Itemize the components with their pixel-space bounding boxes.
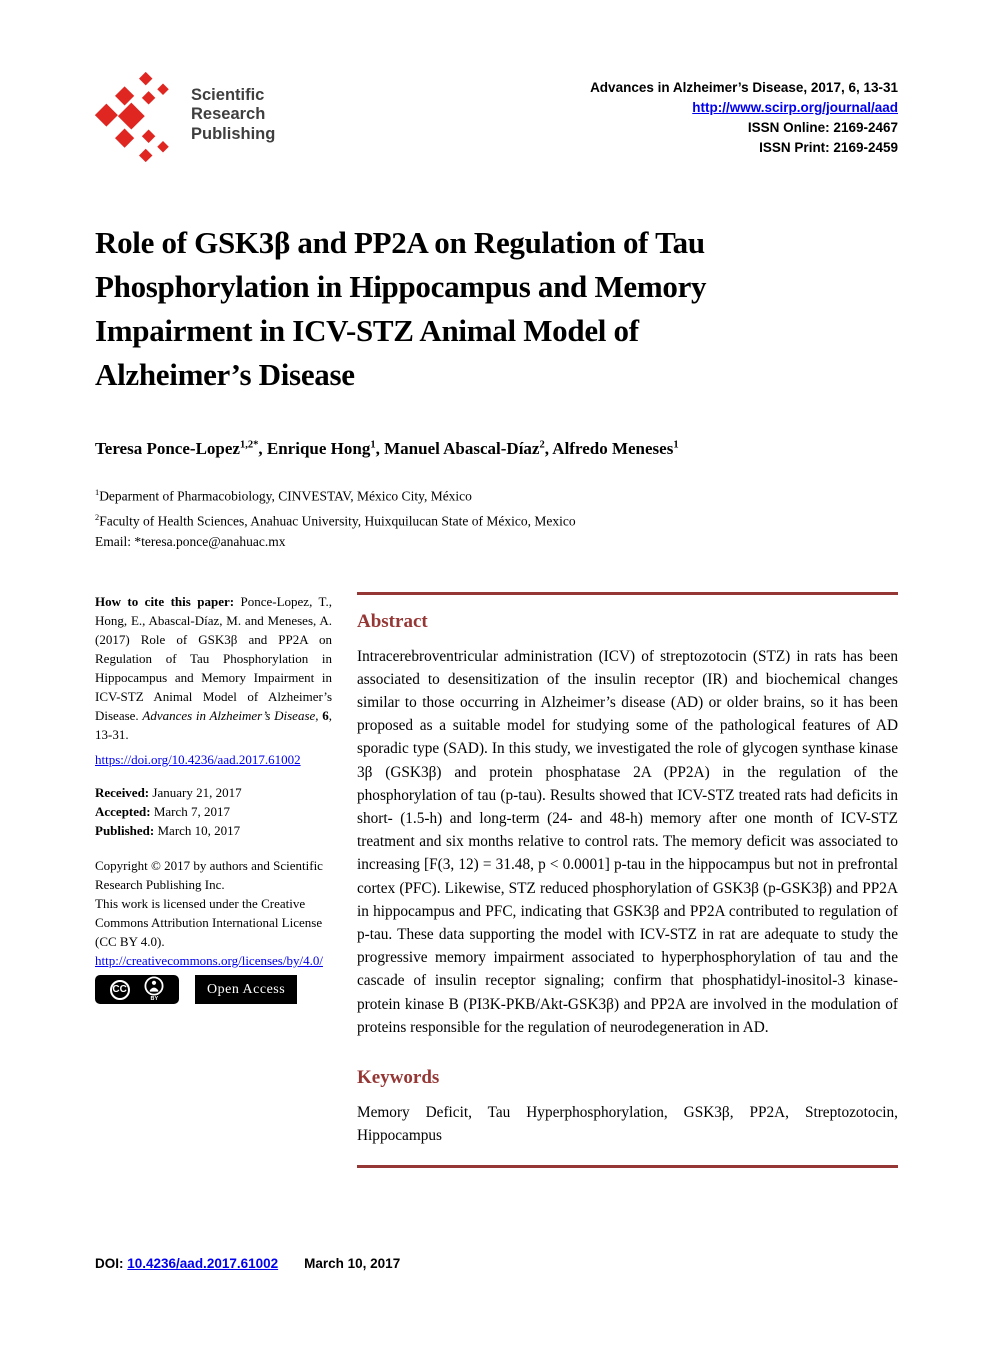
title-line-3: Impairment in ICV-STZ Animal Model of bbox=[95, 313, 639, 348]
accepted-value: March 7, 2017 bbox=[153, 804, 231, 819]
author-1: Teresa Ponce-Lopez bbox=[95, 439, 240, 458]
article-dates bbox=[95, 783, 332, 840]
abstract-text: Intracerebroventricular administration (ICV) of streptozotocin (STZ) in rats has been associated to desensitization of the insulin receptor (IR) and biochemical changes similar to those occurring in Alzheimer’s disease (AD) or older brains, so it has been proposed as a suitable model for studying some of the pathological features of AD sporadic type (SAD). In this study, we investigated the role of glycogen synthase kinase 3β (GSK3β) and protein phosphatase 2A (PP2A) in the regulation of the phosphorylation of tau (p-tau). Results showed that ICV-STZ treated rats had deficits in short- (1.5-h) and long-term (24- and 48-h) memory after one month of ICV-STZ treatment and six months relative to control rats. The memory deficit was associated to increasing [F(3, 12) = 31.48, p < 0.0001] p-tau in the hippocampus but not in prefrontal cortex (PFC). Likewise, STZ reduced phosphorylation of GSK3β (p-GSK3β) and PP2A in hippocampus and PFC, indicating that GSK3β and PP2A contributed to regulation of p-tau. These data supporting the model with ICV-STZ in rat are adequate to study the progressive memory impairment associated to hyperphosphorylation of tau and the cascade of insulin receptor signaling; confirm that phosphatidyl-inositol-3 kinase-protein kinase B (PI3K-PKB/Akt-GSK3β) and PP2A are involved in the modulation of proteins responsible for the regulation of neurodegeneration in AD. bbox=[357, 647, 898, 1036]
journal-info bbox=[590, 70, 898, 158]
affiliation-1-text: Deparment of Pharmacobiology, CINVESTAV, México City, México bbox=[99, 488, 472, 504]
citation-sep: , bbox=[315, 708, 323, 723]
author-2: , Enrique Hong bbox=[258, 439, 371, 458]
issn-online: ISSN Online: 2169-2467 bbox=[747, 120, 898, 135]
cc-icon: CC bbox=[110, 980, 130, 1000]
page-footer bbox=[95, 1256, 400, 1271]
affiliations bbox=[95, 482, 898, 552]
abstract-top-rule bbox=[357, 592, 898, 595]
author-list bbox=[95, 439, 898, 459]
publisher-name-line2: Research bbox=[191, 105, 266, 124]
citation-journal: Advances in Alzheimer’s Disease bbox=[142, 708, 316, 723]
publisher-logo bbox=[95, 70, 275, 166]
citation-doi-link[interactable]: https://doi.org/10.4236/aad.2017.61002 bbox=[95, 752, 301, 767]
by-person-icon bbox=[144, 976, 164, 1003]
cc-by-badge[interactable] bbox=[95, 975, 179, 1004]
issn-print: ISSN Print: 2169-2459 bbox=[759, 140, 898, 155]
title-line-2: Phosphorylation in Hippocampus and Memory bbox=[95, 269, 707, 304]
footer-date: March 10, 2017 bbox=[304, 1256, 401, 1271]
received-value: January 21, 2017 bbox=[152, 785, 242, 800]
content-columns bbox=[95, 592, 898, 1168]
doi-link[interactable]: 10.4236/aad.2017.61002 bbox=[127, 1256, 279, 1271]
citation-text: Ponce-Lopez, T., Hong, E., Abascal-Díaz, M. and Meneses, A. (2017) Role of GSK3β and PP2A on Regulation of Tau Phosphorylation in Hippocampus and Memory Impairment in ICV-STZ Animal Model of Alzheimer’s Disease. bbox=[95, 594, 332, 723]
license-badges bbox=[95, 975, 332, 1004]
copyright-line2: This work is licensed under the Creative Commons Attribution International License (CC BY 4.0). bbox=[95, 896, 323, 949]
copyright-line1: Copyright © 2017 by authors and Scientific Research Publishing Inc. bbox=[95, 858, 323, 892]
doi-label: DOI: bbox=[95, 1256, 128, 1271]
published-value: March 10, 2017 bbox=[157, 823, 241, 838]
publisher-name-line3: Publishing bbox=[191, 124, 276, 143]
accepted-label: Accepted: bbox=[95, 804, 154, 819]
affiliation-2 bbox=[95, 507, 898, 532]
author-4: , Alfredo Meneses bbox=[544, 439, 674, 458]
author-3-affiliation-sup: 2 bbox=[539, 439, 545, 451]
author-2-affiliation-sup: 1 bbox=[370, 439, 376, 451]
email-line bbox=[95, 531, 898, 552]
accepted-date bbox=[95, 802, 332, 821]
publisher-name bbox=[191, 70, 275, 144]
affiliation-2-text: Faculty of Health Sciences, Anahuac University, Huixquilucan State of México, Mexico bbox=[99, 513, 576, 528]
abstract-heading: Abstract bbox=[357, 610, 428, 632]
by-label: BY bbox=[150, 996, 159, 1003]
page-header bbox=[95, 70, 898, 166]
affiliation-2-sup: 2 bbox=[95, 512, 100, 522]
open-access-badge: Open Access bbox=[195, 975, 297, 1004]
journal-citation-line: Advances in Alzheimer’s Disease, 2017, 6, 13-31 bbox=[590, 80, 898, 95]
main-column bbox=[357, 592, 898, 1168]
scirp-diamonds-icon bbox=[95, 70, 183, 166]
title-line-1: Role of GSK3β and PP2A on Regulation of Tau bbox=[95, 225, 705, 260]
how-to-cite-label: How to cite this paper: bbox=[95, 594, 241, 609]
received-date bbox=[95, 783, 332, 802]
published-date bbox=[95, 821, 332, 840]
author-4-affiliation-sup: 1 bbox=[673, 439, 679, 451]
citation-volume: 6 bbox=[322, 708, 329, 723]
email-label: Email: bbox=[95, 534, 135, 549]
journal-url-link[interactable]: http://www.scirp.org/journal/aad bbox=[692, 100, 898, 115]
published-label: Published: bbox=[95, 823, 158, 838]
license-url-link[interactable]: http://creativecommons.org/licenses/by/4.0/ bbox=[95, 953, 323, 968]
title-line-4: Alzheimer’s Disease bbox=[95, 357, 355, 392]
article-title bbox=[95, 221, 898, 397]
publisher-name-line1: Scientific bbox=[191, 86, 265, 104]
received-label: Received: bbox=[95, 785, 153, 800]
how-to-cite bbox=[95, 592, 332, 744]
email-link[interactable]: *teresa.ponce@anahuac.mx bbox=[134, 534, 286, 549]
keywords-heading: Keywords bbox=[357, 1066, 440, 1088]
keywords-text: Memory Deficit, Tau Hyperphosphorylation, GSK3β, PP2A, Streptozotocin, Hippocampus bbox=[357, 1103, 898, 1145]
citation-pages: , 13-31. bbox=[95, 708, 332, 742]
copyright-block bbox=[95, 856, 332, 970]
sidebar bbox=[95, 592, 332, 1168]
author-1-affiliation-sup: 1,2* bbox=[239, 439, 259, 451]
keywords-bottom-rule bbox=[357, 1165, 898, 1168]
affiliation-1-sup: 1 bbox=[95, 488, 100, 497]
author-3: , Manuel Abascal-Díaz bbox=[375, 439, 540, 458]
affiliation-1 bbox=[95, 482, 898, 507]
